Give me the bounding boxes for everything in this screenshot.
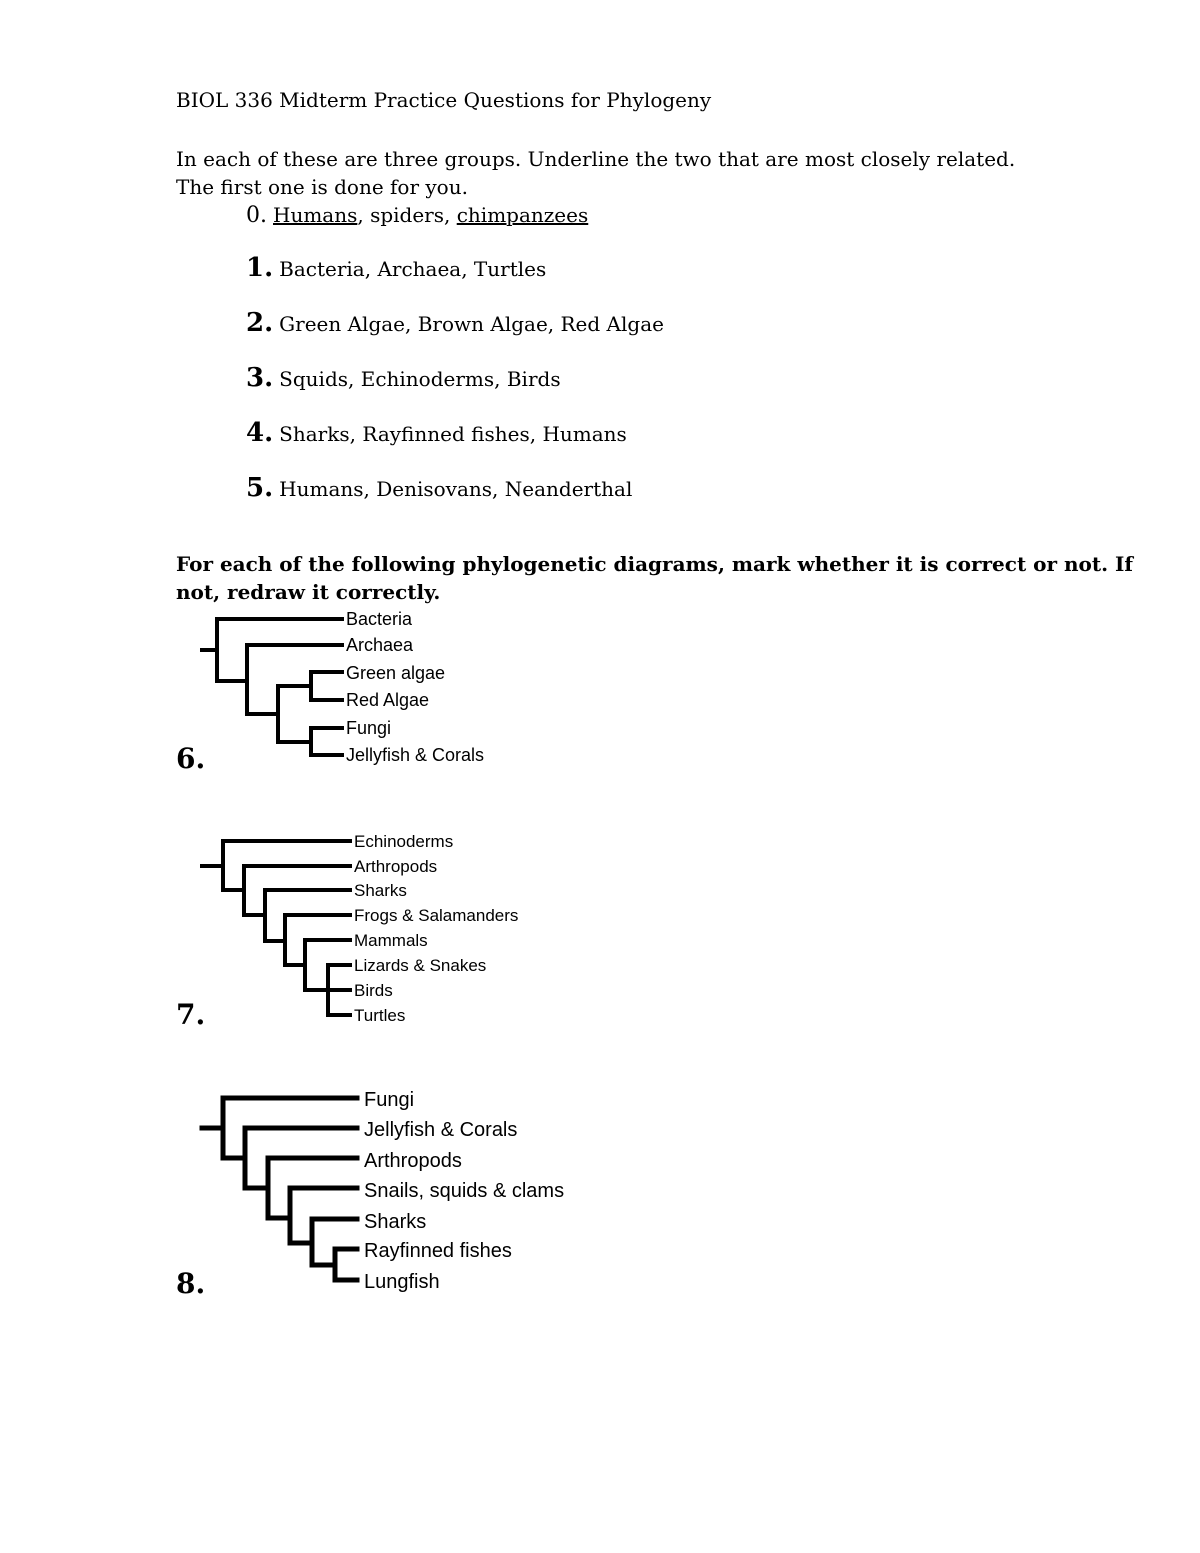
diagram-number-8: 8. [176, 1267, 206, 1300]
taxon-label: Fungi [364, 1089, 415, 1111]
question-number: 2. [246, 308, 274, 338]
question-text: Green Algae, Brown Algae, Red Algae [279, 312, 664, 336]
taxon-label: Birds [354, 981, 393, 1000]
instructions-line-2: The first one is done for you. [176, 175, 468, 199]
question-number: 1. [246, 253, 274, 283]
taxon-label: Arthropods [354, 857, 438, 876]
taxon-label: Frogs & Salamanders [354, 906, 519, 925]
question-text: Bacteria, Archaea, Turtles [279, 257, 547, 281]
diagram-number-7: 7. [176, 998, 206, 1031]
underlined-answer-1: Humans [273, 203, 358, 227]
example-separator: , spiders, [357, 203, 457, 227]
taxon-label: Sharks [354, 881, 407, 900]
taxon-label: Sharks [364, 1211, 427, 1233]
taxon-label: Lungfish [364, 1271, 440, 1293]
question-number: 0. [246, 203, 267, 228]
taxon-label: Fungi [346, 718, 392, 738]
taxon-label: Red Algae [346, 690, 430, 710]
taxon-label: Bacteria [346, 609, 413, 629]
taxon-label: Rayfinned fishes [364, 1240, 512, 1262]
taxon-label: Arthropods [364, 1150, 462, 1172]
taxon-label: Archaea [346, 635, 414, 655]
question-number: 4. [246, 418, 274, 448]
taxon-label: Snails, squids & clams [364, 1180, 565, 1202]
taxon-label: Jellyfish & Corals [346, 745, 485, 765]
question-text: Humans, Denisovans, Neanderthal [279, 477, 633, 501]
diagram-instructions-line-1: For each of the following phylogenetic diagrams, mark whether it is correct or not. If [176, 552, 1133, 576]
instructions-line-1: In each of these are three groups. Underline the two that are most closely related. [176, 147, 1016, 171]
taxon-label: Mammals [354, 931, 428, 950]
taxon-label: Turtles [354, 1006, 406, 1025]
diagram-number-6: 6. [176, 742, 206, 775]
tree-branches [202, 1098, 357, 1280]
taxon-label: Green algae [346, 663, 446, 683]
underlined-answer-2: chimpanzees [456, 203, 589, 227]
question-text: Sharks, Rayfinned fishes, Humans [279, 422, 627, 446]
taxon-label: Echinoderms [354, 832, 454, 851]
page-title: BIOL 336 Midterm Practice Questions for Phylogeny [176, 88, 712, 112]
diagram-instructions-line-2: not, redraw it correctly. [176, 580, 441, 604]
question-text: Squids, Echinoderms, Birds [279, 367, 561, 391]
taxon-label: Jellyfish & Corals [364, 1119, 518, 1141]
question-number: 5. [246, 473, 274, 503]
taxon-label: Lizards & Snakes [354, 956, 487, 975]
question-number: 3. [246, 363, 274, 393]
